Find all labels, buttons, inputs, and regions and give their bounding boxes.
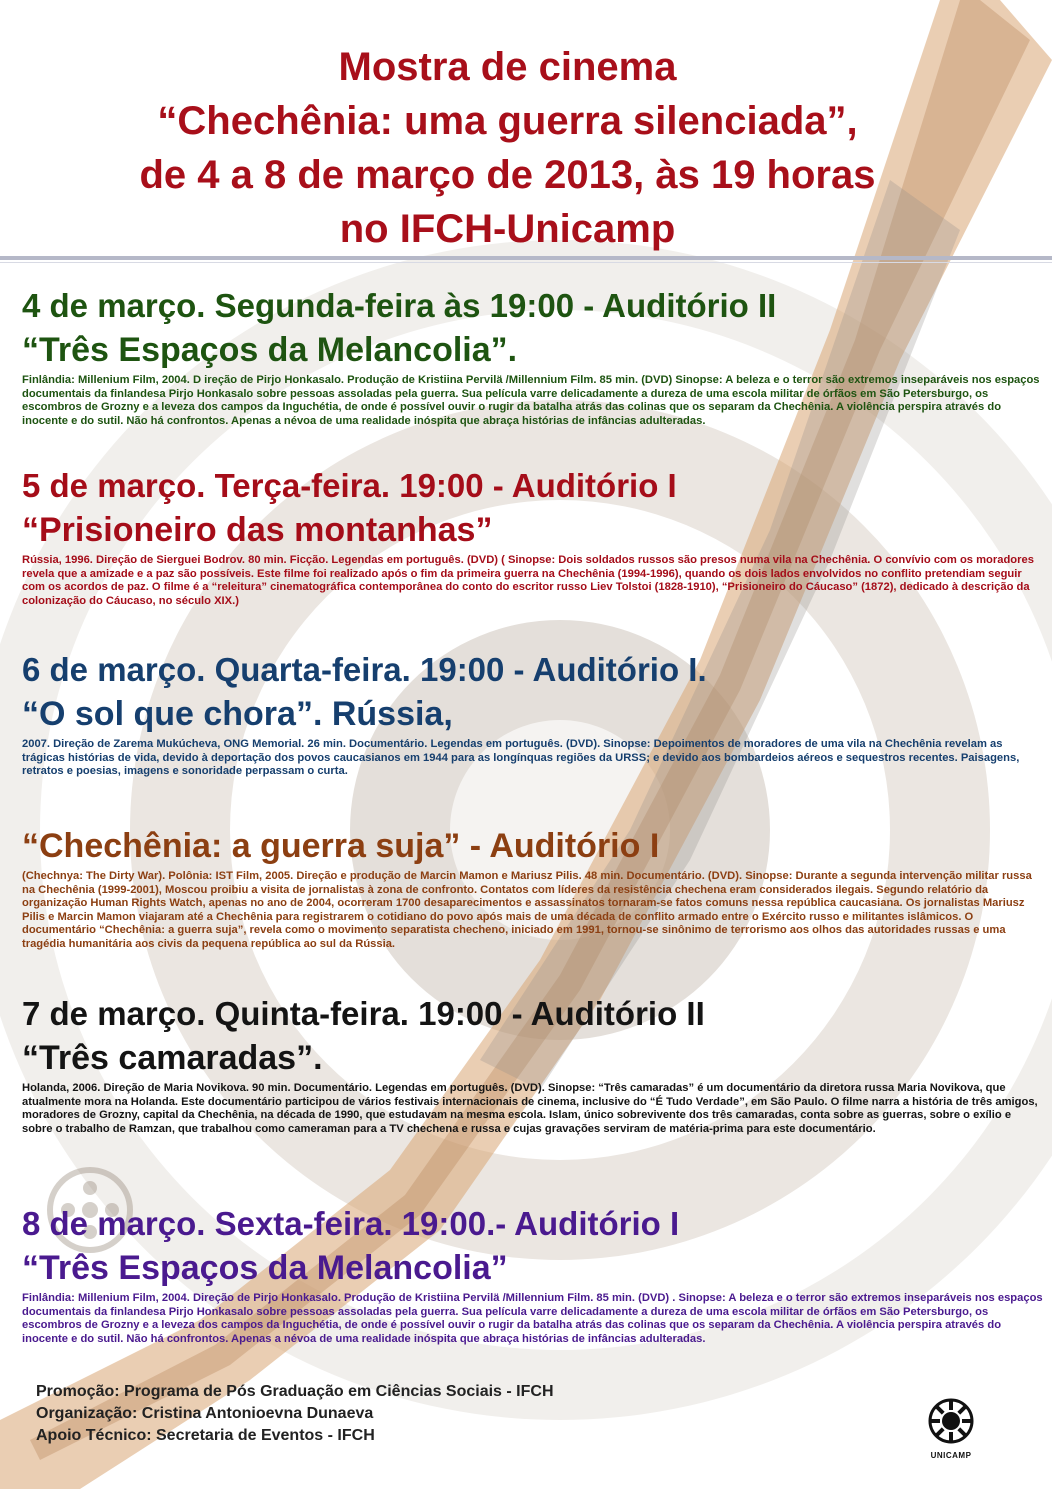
credits — [36, 1381, 736, 1447]
logo-text: UNICAMP — [930, 1451, 972, 1460]
unicamp-emblem-icon — [928, 1398, 974, 1444]
session-mar-6 — [22, 648, 1044, 779]
session-heading: 8 de março. Sexta-feira. 19:00.- Auditório I — [22, 1205, 680, 1242]
film-synopsis: 2007. Direção de Zarema Mukúcheva, ONG Memorial. 26 min. Documentário. Legendas em português. (DVD). Sinopse: Depoimentos de moradores de uma vila na Chechênia revelam as trágicas histórias de vida, devido à deportação dos povos caucasianos em 1944 para as longínquas regiões da URSS; e devido aos bombardeios aéreos e sequestros recentes. Paisagens, retratos e poesias, imagens e sonoridade perpassam o curta. — [22, 738, 1020, 778]
film-synopsis: Holanda, 2006. Direção de Maria Novikova. 90 min. Documentário. Legendas em português. (DVD). Sinopse: “Três camaradas” é um documentário da diretora russa Maria Novikova, que atualmente mora na Holanda. Este documentário participou de vários festivais internacionais de cinema, inclusive do “É Tudo Verdade”, em São Paulo. O filme narra a história de três amigos, moradores de Grozny, capital da Chechênia, na década de 1990, que estudavam na mesma escola. Islam, único sobrevivente dos três camaradas, conta sobre as guerras, sobre o exílio e sobre o trabalho de Ramzan, que trabalhou como cameraman para a TV chechena e russa e cujas gravações serviram de matéria-prima para este documentário. — [22, 1082, 1038, 1135]
title-line: “Chechênia: uma guerra silenciada”, — [157, 99, 858, 143]
header-divider — [0, 256, 1052, 260]
film-synopsis: Rússia, 1996. Direção de Sierguei Bodrov. 80 min. Ficção. Legendas em português. (DVD) ( Sinopse: Dois soldados russos são presos numa vila na Chechênia. O convívio com os moradores revela que a amizade e a paz são possíveis. Este filme foi realizado após o fim da primeira guerra na Chechênia (1994-1996), quando os dois lados envolvidos no conflito pretendiam seguir com os acordos de paz. O filme é a “releitura” cinematográfica contemporânea do conto do escritor russo Liev Tolstoi (1828-1910), “Prisioneiro do Cáucaso” (1872), dedicado à descrição da colonização do Cáucaso, no século XIX.) — [22, 554, 1034, 607]
session-mar-6-second-film — [22, 824, 1044, 952]
film-title: “O sol que chora”. Rússia, — [22, 695, 453, 733]
session-mar-5 — [22, 464, 1044, 608]
title-line: Mostra de cinema — [338, 45, 677, 89]
film-title: “Três Espaços da Melancolia” — [22, 1249, 508, 1287]
credit-organization: Organização: Cristina Antonioevna Dunaeva — [36, 1405, 374, 1422]
session-heading: 6 de março. Quarta-feira. 19:00 - Auditório I. — [22, 651, 707, 688]
poster-title — [0, 40, 1015, 256]
header-divider-thin — [0, 262, 1052, 263]
film-title: “Chechênia: a guerra suja” - Auditório I — [22, 827, 660, 865]
film-title: “Prisioneiro das montanhas” — [22, 511, 493, 549]
film-synopsis: Finlândia: Millenium Film, 2004. D ireção de Pirjo Honkasalo. Produção de Kristiina Pervilä /Millennium Film. 85 min. (DVD) Sinopse: A beleza e o terror são extremos inseparáveis nos espaços documentais da finlandesa Pirjo Honkasalo sobre pessoas assoladas pela guerra. Sua película varre delicadamente a dureza de uma escola militar de órfãos em São Petersburgo, os escombros de Grozny e a leveza dos campos da Inguchétia, de onde é possível ouvir o rugir da batalha atrás das colinas que os separam da Chechênia. A violência perspira através do inocente e do sutil. Não há confrontos. Apenas a névoa de uma realidade inóspita que abraça histórias de infâncias adulteradas. — [22, 374, 1040, 427]
title-line: de 4 a 8 de março de 2013, às 19 horas — [139, 153, 876, 197]
session-mar-8 — [22, 1202, 1044, 1346]
session-mar-7 — [22, 992, 1044, 1136]
title-line: no IFCH-Unicamp — [339, 207, 676, 251]
session-mar-4 — [22, 284, 1044, 428]
credit-technical-support: Apoio Técnico: Secretaria de Eventos - IFCH — [36, 1427, 375, 1444]
film-title: “Três Espaços da Melancolia”. — [22, 331, 518, 369]
film-synopsis: Finlândia: Millenium Film, 2004. Direção de Pirjo Honkasalo. Produção de Kristiina Pervilä /Millennium Film. 85 min. (DVD) . Sinopse: A beleza e o terror são extremos inseparáveis nos espaços documentais da finlandesa Pirjo Honkasalo sobre pessoas assoladas pela guerra. Sua película varre delicadamente a dureza de uma escola militar de órfãos em São Petersburgo, os escombros de Grozny e a leveza dos campos da Inguchétia, de onde é possível ouvir o rugir da batalha atrás das colinas que os separam da Chechênia. A violência perspira através do inocente e do sutil. Não há confrontos. Apenas a névoa de uma realidade inóspita que abraça histórias de infâncias adulteradas. — [22, 1292, 1043, 1345]
film-title: “Três camaradas”. — [22, 1039, 323, 1077]
session-heading: 5 de março. Terça-feira. 19:00 - Auditório I — [22, 467, 677, 504]
session-heading: 7 de março. Quinta-feira. 19:00 - Auditório II — [22, 995, 705, 1032]
session-heading: 4 de março. Segunda-feira às 19:00 - Auditório II — [22, 287, 777, 324]
film-synopsis: (Chechnya: The Dirty War). Polônia: IST Film, 2005. Direção e produção de Marcin Mamon e Mariusz Pilis. 48 min. Documentário. (DVD). Sinopse: Durante a segunda intervenção militar russa na Chechênia (1999-2001), Moscou proibiu a visita de jornalistas à zona de confronto. Contatos com líderes da resistência chechena eram considerados ilegais. Segundo relatório da organização Human Rights Watch, apenas no ano de 2004, ocorreram 1700 desaparecimentos e assassinatos tornaram-se fatos comuns nessa república caucasiana. Os jornalistas Mariusz Pilis e Marcin Mamon viajaram até a Chechênia para registrarem o cotidiano do povo após mais de uma década de conflito armado entre o Exército russo e militantes islâmicos. O documentário “Chechênia: a guerra suja”, revela como o movimento separatista checheno, iniciado em 1991, tornou-se sinônimo de terrorismo aos olhos das autoridades russas e uma tragédia humanitária aos civis da pequena república ao sul da Rússia. — [22, 870, 1032, 950]
credit-promotion: Promoção: Programa de Pós Graduação em Ciências Sociais - IFCH — [36, 1383, 554, 1400]
unicamp-logo — [922, 1398, 980, 1458]
